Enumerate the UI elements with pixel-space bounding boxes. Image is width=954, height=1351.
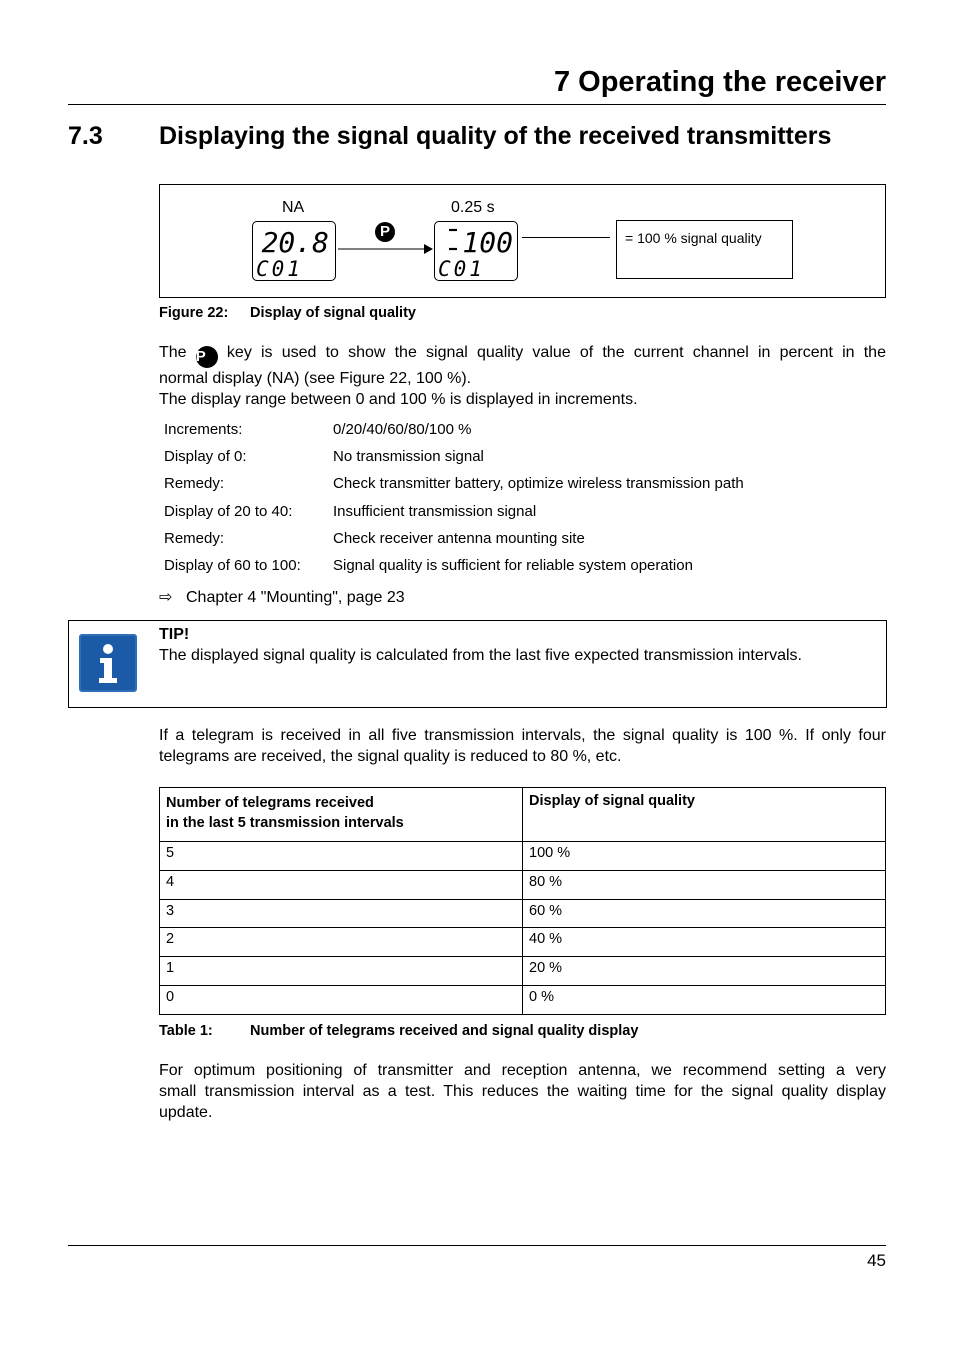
tip-box bbox=[68, 620, 887, 708]
header-rule bbox=[68, 104, 886, 105]
p-key-icon: P bbox=[375, 222, 395, 242]
figure-caption-label: Figure 22: bbox=[159, 305, 229, 321]
telegram-paragraph-line-2: telegrams are received, the signal quality is reduced to 80 %, etc. bbox=[159, 748, 622, 765]
table-header-quality: Display of signal quality bbox=[523, 788, 886, 842]
recommendation-line-2: small transmission interval as a test. This reduces the waiting time for the signal quality display bbox=[159, 1083, 886, 1100]
telegram-paragraph-line-1: If a telegram is received in all five transmission intervals, the signal quality is 100 %. If only four bbox=[159, 727, 886, 744]
recommendation-paragraph bbox=[159, 1060, 886, 1123]
details-row bbox=[159, 557, 886, 584]
table-cell-count: 3 bbox=[160, 899, 523, 928]
lcd-channel-quality: C01 bbox=[438, 257, 485, 280]
intro-line-2: normal display (NA) (see Figure 22, 100 %). bbox=[159, 370, 472, 387]
intro-text-before-key: The bbox=[159, 344, 187, 361]
details-row bbox=[159, 448, 886, 475]
details-key: Increments: bbox=[164, 421, 243, 438]
cross-reference-arrow-icon: ⇨ bbox=[159, 589, 173, 606]
figure-label-time: 0.25 s bbox=[451, 199, 495, 216]
table-row bbox=[160, 899, 886, 928]
recommendation-line-1: For optimum positioning of transmitter and reception antenna, we recommend setting a very bbox=[159, 1062, 886, 1079]
table-cell-count: 0 bbox=[160, 985, 523, 1014]
details-key: Display of 60 to 100: bbox=[164, 556, 301, 574]
details-row bbox=[159, 421, 886, 448]
figure-signal-quality bbox=[159, 184, 886, 298]
table-cell-quality: 60 % bbox=[523, 899, 886, 928]
chapter-title: 7 Operating the receiver bbox=[553, 66, 886, 98]
p-key-inline-icon: P bbox=[196, 346, 218, 368]
table-cell-quality: 80 % bbox=[523, 870, 886, 899]
details-key: Display of 0: bbox=[164, 448, 247, 466]
details-value: Insufficient transmission signal bbox=[333, 502, 537, 520]
table-row bbox=[160, 870, 886, 899]
signal-quality-note-text: = 100 % signal quality bbox=[625, 230, 762, 246]
transition-arrow-icon bbox=[338, 243, 434, 255]
intro-paragraph bbox=[159, 342, 886, 410]
details-row bbox=[159, 475, 886, 502]
lcd-channel-normal: C01 bbox=[256, 257, 303, 280]
tip-text: The displayed signal quality is calculated from the last five expected transmission intervals. bbox=[159, 647, 802, 664]
cross-reference-link[interactable]: Chapter 4 "Mounting", page 23 bbox=[186, 589, 405, 606]
recommendation-line-3: update. bbox=[159, 1104, 213, 1121]
table-cell-quality: 0 % bbox=[523, 985, 886, 1014]
figure-label-na: NA bbox=[282, 199, 305, 216]
intro-line-3: The display range between 0 and 100 % is displayed in increments. bbox=[159, 391, 638, 408]
section-title: Displaying the signal quality of the received transmitters bbox=[159, 122, 832, 150]
details-key: Remedy: bbox=[164, 529, 225, 547]
table-cell-quality: 20 % bbox=[523, 957, 886, 986]
table-caption-text: Number of telegrams received and signal quality display bbox=[250, 1023, 639, 1039]
table-row bbox=[160, 957, 886, 986]
chapter-cross-reference[interactable] bbox=[159, 587, 405, 607]
details-key: Remedy: bbox=[164, 475, 225, 493]
page-number: 45 bbox=[867, 1251, 886, 1270]
table-cell-count: 2 bbox=[160, 928, 523, 957]
telegram-paragraph bbox=[159, 725, 886, 767]
details-row bbox=[159, 530, 886, 557]
intro-text-after-key: key is used to show the signal quality value of the current channel in percent in the bbox=[226, 344, 886, 361]
table-cell-quality: 100 % bbox=[523, 842, 886, 871]
details-value: No transmission signal bbox=[333, 448, 484, 466]
table-header-row bbox=[160, 788, 886, 842]
telegram-quality-table bbox=[159, 787, 886, 1015]
figure-caption-text: Display of signal quality bbox=[250, 305, 416, 321]
table-caption bbox=[159, 1023, 638, 1039]
footer-rule bbox=[68, 1245, 886, 1246]
details-value: 0/20/40/60/80/100 % bbox=[333, 421, 472, 438]
details-value: Check transmitter battery, optimize wireless transmission path bbox=[333, 475, 744, 493]
lcd-value-quality: 100 bbox=[462, 226, 513, 259]
table-cell-count: 5 bbox=[160, 842, 523, 871]
section-number: 7.3 bbox=[68, 122, 103, 150]
lcd-segments-quality bbox=[435, 222, 517, 280]
details-value: Signal quality is sufficient for reliable system operation bbox=[333, 556, 693, 574]
tip-title: TIP! bbox=[159, 626, 190, 643]
lcd-value-normal: 20.8 bbox=[261, 226, 329, 259]
table-header-telegrams: Number of telegrams received in the last 5 transmission intervals bbox=[160, 788, 523, 842]
lcd-segments-normal bbox=[253, 222, 335, 280]
table-caption-label: Table 1: bbox=[159, 1023, 213, 1039]
details-row bbox=[159, 503, 886, 530]
details-list bbox=[159, 421, 886, 584]
table-cell-count: 4 bbox=[160, 870, 523, 899]
figure-caption bbox=[159, 305, 416, 321]
lcd-display-normal bbox=[252, 221, 336, 281]
table-row bbox=[160, 842, 886, 871]
table-row bbox=[160, 985, 886, 1014]
signal-quality-note bbox=[616, 220, 793, 279]
info-icon bbox=[79, 634, 137, 692]
details-value: Check receiver antenna mounting site bbox=[333, 529, 585, 547]
table-row bbox=[160, 928, 886, 957]
callout-line bbox=[522, 237, 610, 238]
details-key: Display of 20 to 40: bbox=[164, 502, 293, 520]
table-cell-count: 1 bbox=[160, 957, 523, 986]
lcd-display-quality bbox=[434, 221, 518, 281]
table-cell-quality: 40 % bbox=[523, 928, 886, 957]
